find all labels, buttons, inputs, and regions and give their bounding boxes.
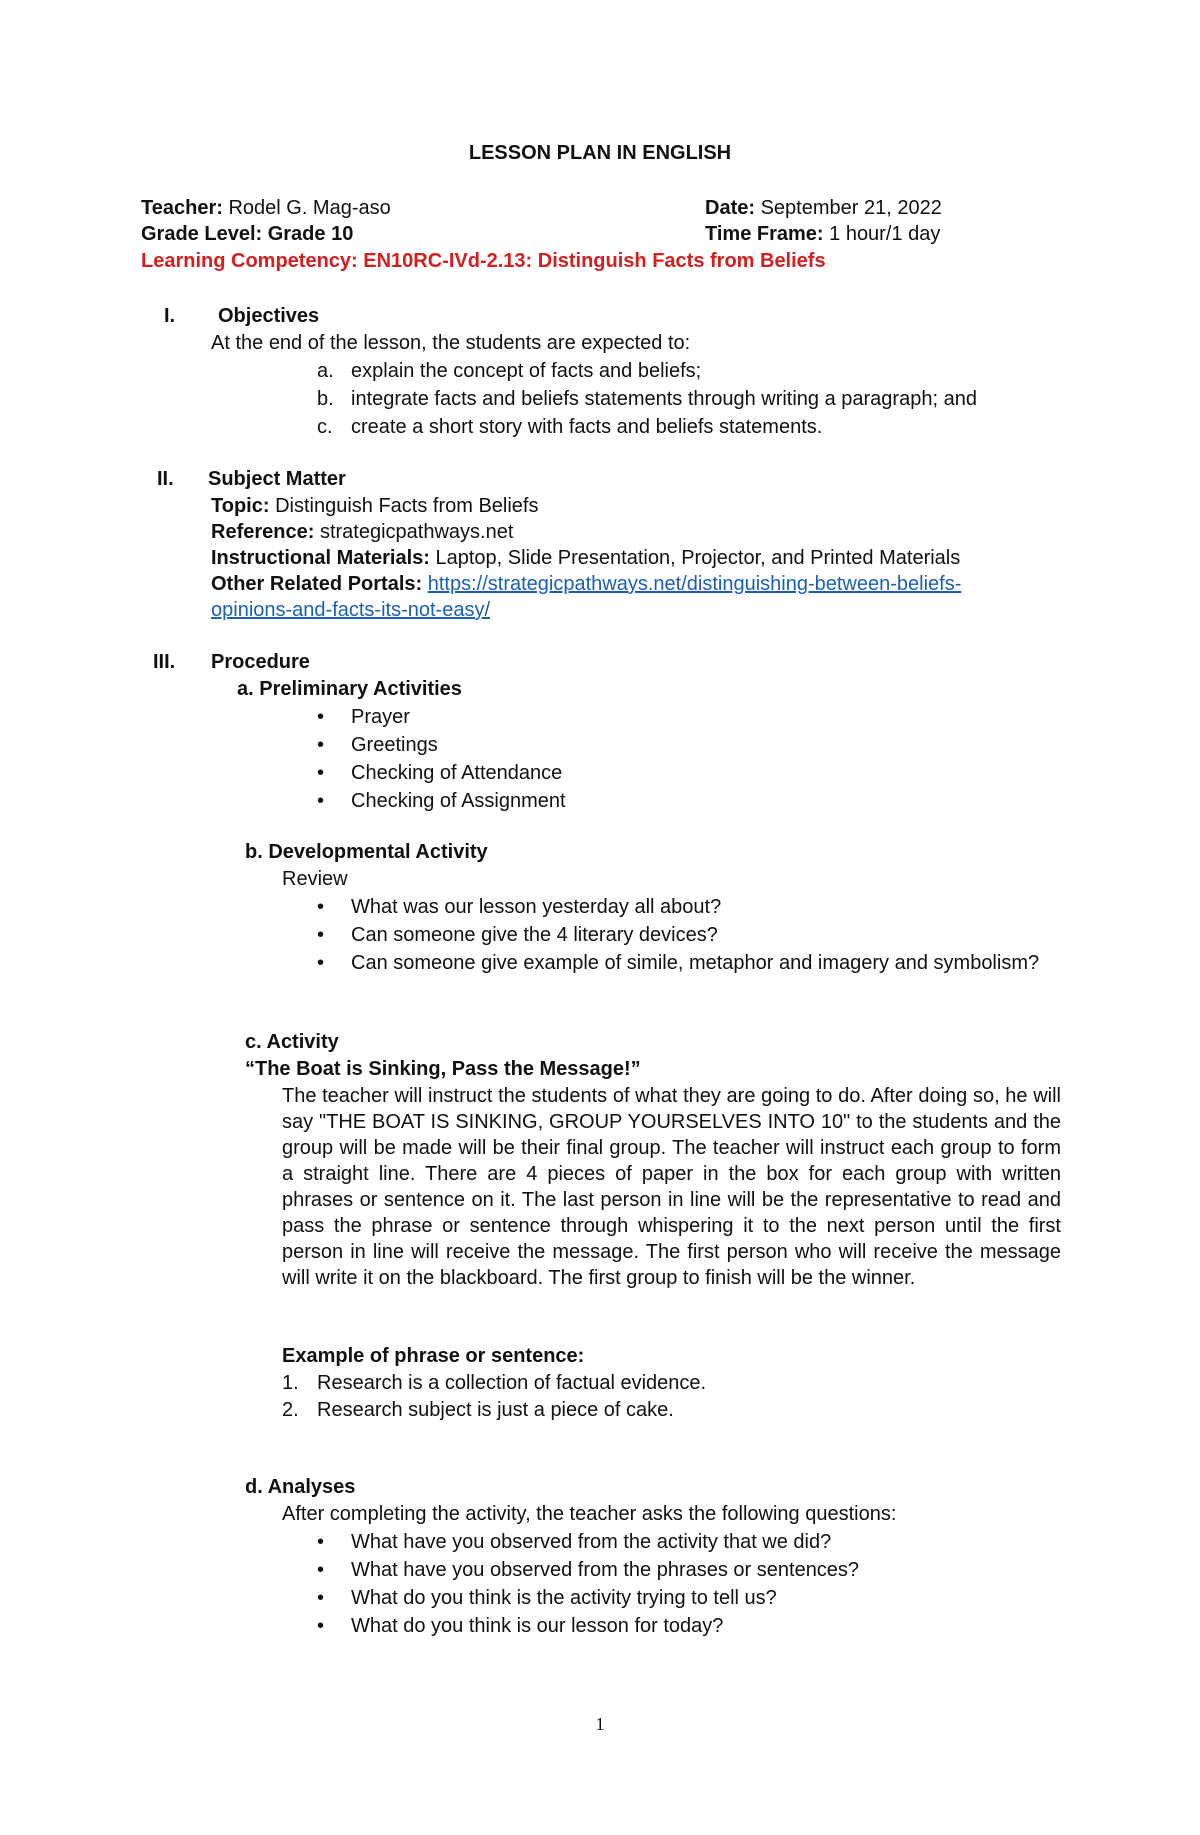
example-number-2: 2. — [282, 1399, 299, 1421]
portals-link-continuation[interactable]: opinions-and-facts-its-not-easy/ — [211, 599, 491, 621]
example-item-1: Research is a collection of factual evidence. — [317, 1372, 707, 1394]
grade-level-line: Grade Level: Grade 10 — [141, 223, 354, 245]
objective-item-b: integrate facts and beliefs statements through writing a paragraph; and — [351, 388, 977, 410]
bullet-icon: • — [317, 1587, 325, 1609]
page-number: 1 — [595, 1714, 605, 1734]
time-frame-value: 1 hour/1 day — [823, 223, 941, 245]
preliminary-item-assignment: Checking of Assignment — [351, 790, 566, 812]
developmental-activity-heading: b. Developmental Activity — [245, 841, 488, 863]
date-value: September 21, 2022 — [755, 197, 942, 219]
preliminary-activities-heading: a. Preliminary Activities — [237, 678, 462, 700]
review-item-2: Can someone give the 4 literary devices? — [351, 924, 718, 946]
activity-heading: c. Activity — [245, 1031, 339, 1053]
review-item-1: What was our lesson yesterday all about? — [351, 896, 722, 918]
example-heading: Example of phrase or sentence: — [282, 1345, 585, 1367]
analyses-intro: After completing the activity, the teacher asks the following questions: — [282, 1503, 897, 1525]
analyses-heading: d. Analyses — [245, 1476, 356, 1498]
topic-line — [211, 494, 539, 518]
date-label: Date: — [705, 197, 756, 219]
objectives-intro: At the end of the lesson, the students are expected to: — [211, 332, 691, 354]
objective-item-a: explain the concept of facts and beliefs; — [351, 360, 702, 382]
bullet-icon: • — [317, 706, 325, 728]
activity-title: “The Boat is Sinking, Pass the Message!” — [245, 1058, 641, 1080]
materials-label: Instructional Materials: — [211, 547, 430, 569]
objective-letter-b: b. — [317, 388, 334, 410]
preliminary-item-attendance: Checking of Attendance — [351, 762, 563, 784]
reference-value: strategicpathways.net — [314, 521, 514, 543]
bullet-icon: • — [317, 924, 325, 946]
portals-line — [211, 572, 961, 596]
section-numeral-subject-matter: II. — [157, 468, 174, 490]
objective-item-c: create a short story with facts and beliefs statements. — [351, 416, 823, 438]
section-heading-procedure: Procedure — [211, 651, 310, 673]
portals-label: Other Related Portals: — [211, 573, 423, 595]
teacher-value: Rodel G. Mag-aso — [222, 197, 391, 219]
bullet-icon: • — [317, 1559, 325, 1581]
review-item-3: Can someone give example of simile, metaphor and imagery and symbolism? — [351, 952, 1040, 974]
time-frame-label: Time Frame: — [705, 223, 824, 245]
learning-competency: Learning Competency: EN10RC-IVd-2.13: Distinguish Facts from Beliefs — [141, 250, 826, 272]
review-label: Review — [282, 868, 348, 890]
bullet-icon: • — [317, 952, 325, 974]
materials-line — [211, 546, 960, 570]
bullet-icon: • — [317, 790, 325, 812]
teacher-line — [141, 196, 391, 220]
analyses-item-2: What have you observed from the phrases or sentences? — [351, 1559, 860, 1581]
objective-letter-a: a. — [317, 360, 334, 382]
objective-letter-c: c. — [317, 416, 333, 438]
preliminary-item-greetings: Greetings — [351, 734, 438, 756]
bullet-icon: • — [317, 734, 325, 756]
topic-label: Topic: — [211, 495, 270, 517]
analyses-item-1: What have you observed from the activity that we did? — [351, 1531, 832, 1553]
topic-value: Distinguish Facts from Beliefs — [269, 495, 539, 517]
reference-label: Reference: — [211, 521, 315, 543]
portals-link[interactable]: https://strategicpathways.net/distinguishing-between-beliefs- — [427, 573, 962, 595]
bullet-icon: • — [317, 896, 325, 918]
section-heading-subject-matter: Subject Matter — [208, 468, 346, 490]
bullet-icon: • — [317, 762, 325, 784]
bullet-icon: • — [317, 1615, 325, 1637]
teacher-label: Teacher: — [141, 197, 223, 219]
section-numeral-procedure: III. — [153, 651, 176, 673]
materials-value: Laptop, Slide Presentation, Projector, and Printed Materials — [429, 547, 961, 569]
reference-line — [211, 520, 513, 544]
analyses-item-3: What do you think is the activity trying to tell us? — [351, 1587, 777, 1609]
document-title: LESSON PLAN IN ENGLISH — [468, 142, 732, 164]
example-number-1: 1. — [282, 1372, 299, 1394]
bullet-icon: • — [317, 1531, 325, 1553]
section-heading-objectives: Objectives — [218, 305, 320, 327]
example-item-2: Research subject is just a piece of cake. — [317, 1399, 674, 1421]
preliminary-item-prayer: Prayer — [351, 706, 410, 728]
date-line — [705, 196, 942, 220]
section-numeral-objectives: I. — [164, 305, 176, 327]
activity-paragraph: The teacher will instruct the students of what they are going to do. After doing so, he will say "THE BOAT IS SINKING, GROUP YOURSELVES INTO 10" to the students and the group will be made will be their final group. The teacher will instruct each group to form a straight line. There are 4 pieces of paper in the box for each group with written phrases or sentence on it. The last person in line will be the representative to read and pass the phrase or sentence through whispering it to the next person until the first person in line will receive the message. The first person who will receive the message will write it on the blackboard. The first group to finish will be the winner. — [282, 1085, 1061, 1289]
time-frame-line — [705, 222, 940, 246]
analyses-item-4: What do you think is our lesson for today? — [351, 1615, 724, 1637]
